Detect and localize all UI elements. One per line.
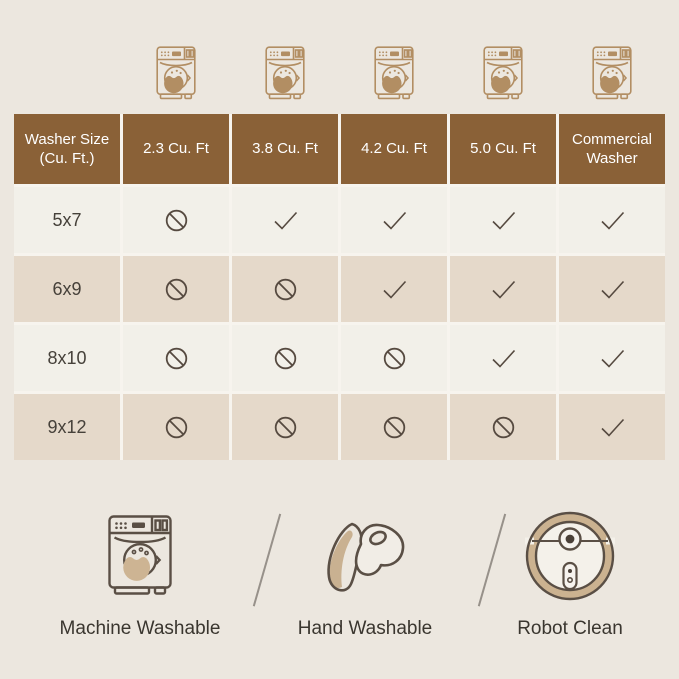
machine-washable-icon bbox=[108, 506, 172, 606]
empty-slot bbox=[14, 44, 120, 104]
check-icon bbox=[272, 209, 299, 232]
check-cell bbox=[341, 187, 447, 253]
row-label: 8x10 bbox=[14, 325, 120, 391]
not-suitable-icon bbox=[382, 415, 407, 440]
washing-machine-icon bbox=[156, 46, 196, 103]
check-cell bbox=[559, 325, 665, 391]
washing-machine-icon bbox=[265, 46, 305, 103]
washing-machine-icon-slot bbox=[341, 44, 447, 104]
check-icon bbox=[599, 209, 626, 232]
not-suitable-icon bbox=[164, 208, 189, 233]
washer-icons-row bbox=[14, 44, 665, 104]
not-suitable-icon bbox=[273, 346, 298, 371]
robot-clean-label: Robot Clean bbox=[517, 618, 623, 639]
not-suitable-cell bbox=[232, 325, 338, 391]
check-cell bbox=[559, 256, 665, 322]
check-icon bbox=[599, 347, 626, 370]
check-cell bbox=[341, 256, 447, 322]
check-icon bbox=[599, 278, 626, 301]
not-suitable-cell bbox=[123, 394, 229, 460]
washing-machine-icon-slot bbox=[559, 44, 665, 104]
not-suitable-icon bbox=[491, 415, 516, 440]
check-cell bbox=[450, 256, 556, 322]
footer-item-robot-clean bbox=[465, 506, 675, 640]
check-icon bbox=[490, 209, 517, 232]
table-header-cell: 2.3 Cu. Ft bbox=[123, 114, 229, 184]
not-suitable-cell bbox=[232, 256, 338, 322]
table-header-cell: 5.0 Cu. Ft bbox=[450, 114, 556, 184]
robot-clean-icon bbox=[523, 506, 617, 606]
not-suitable-cell bbox=[232, 394, 338, 460]
not-suitable-cell bbox=[341, 394, 447, 460]
washer-size-table bbox=[14, 114, 665, 460]
table-header-cell: Washer Size (Cu. Ft.) bbox=[14, 114, 120, 184]
washing-machine-icon-slot bbox=[123, 44, 229, 104]
not-suitable-icon bbox=[273, 415, 298, 440]
hand-washable-label: Hand Washable bbox=[297, 618, 433, 639]
not-suitable-icon bbox=[164, 346, 189, 371]
check-icon bbox=[490, 347, 517, 370]
footer-item-machine-washable bbox=[35, 506, 245, 640]
check-cell bbox=[450, 325, 556, 391]
not-suitable-icon bbox=[164, 277, 189, 302]
table-header-cell: 3.8 Cu. Ft bbox=[232, 114, 338, 184]
footer-item-hand-washable bbox=[260, 506, 470, 640]
table-header-cell: 4.2 Cu. Ft bbox=[341, 114, 447, 184]
washing-machine-icon-slot bbox=[232, 44, 338, 104]
washing-machine-icon-slot bbox=[450, 44, 556, 104]
washing-machine-icon bbox=[483, 46, 523, 103]
not-suitable-cell bbox=[123, 187, 229, 253]
check-cell bbox=[450, 187, 556, 253]
washing-machine-icon bbox=[374, 46, 414, 103]
not-suitable-cell bbox=[123, 325, 229, 391]
row-label: 6x9 bbox=[14, 256, 120, 322]
not-suitable-cell bbox=[341, 325, 447, 391]
not-suitable-cell bbox=[123, 256, 229, 322]
check-icon bbox=[490, 278, 517, 301]
table-header-cell: Commercial Washer bbox=[559, 114, 665, 184]
machine-washable-label: Machine Washable bbox=[59, 618, 221, 639]
row-label: 5x7 bbox=[14, 187, 120, 253]
not-suitable-icon bbox=[273, 277, 298, 302]
not-suitable-icon bbox=[382, 346, 407, 371]
washing-machine-icon bbox=[592, 46, 632, 103]
check-cell bbox=[232, 187, 338, 253]
not-suitable-cell bbox=[450, 394, 556, 460]
check-cell bbox=[559, 187, 665, 253]
row-label: 9x12 bbox=[14, 394, 120, 460]
hand-washable-icon bbox=[315, 506, 415, 606]
not-suitable-icon bbox=[164, 415, 189, 440]
check-icon bbox=[381, 209, 408, 232]
check-cell bbox=[559, 394, 665, 460]
check-icon bbox=[599, 416, 626, 439]
check-icon bbox=[381, 278, 408, 301]
